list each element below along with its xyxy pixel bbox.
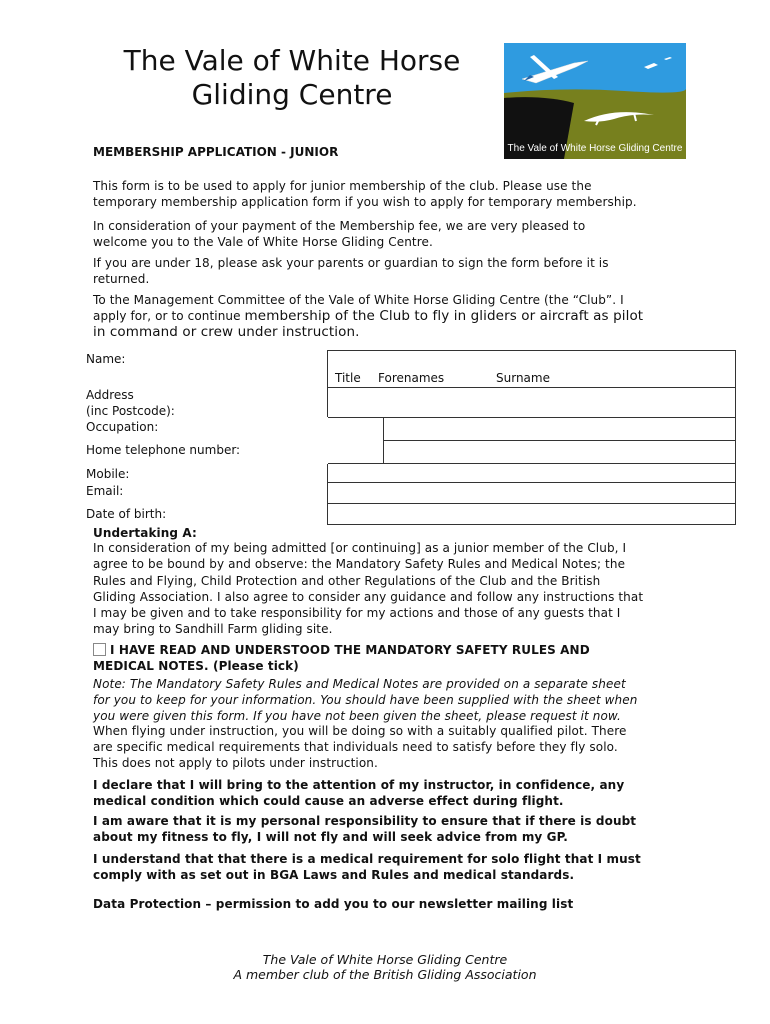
- instruction-line: are specific medical requirements that individuals need to satisfy before they fly solo.: [93, 740, 618, 754]
- instruction-text: [93, 723, 693, 771]
- logo-caption: The Vale of White Horse Gliding Centre: [507, 143, 683, 154]
- intro4-line2a: apply for, or to continue: [93, 309, 241, 323]
- intro1-line1: This form is to be used to apply for junior membership of the club. Please use the: [93, 179, 592, 193]
- address-field[interactable]: [327, 387, 736, 418]
- intro2-line1: In consideration of your payment of the Membership fee, we are very pleased to: [93, 219, 586, 233]
- intro2-line2: welcome you to the Vale of White Horse Gliding Centre.: [93, 235, 433, 249]
- intro-paragraph-4: [93, 292, 703, 340]
- surname-column-label: Surname: [496, 371, 550, 385]
- address-label-line2: (inc Postcode):: [86, 404, 175, 418]
- occupation-divider: [383, 417, 384, 464]
- mobile-label: Mobile:: [86, 467, 130, 481]
- undertaking-line: I may be given and to take responsibility for my actions and those of any guests that I: [93, 606, 621, 621]
- occupation-label: Occupation:: [86, 420, 159, 434]
- glider-logo-image: [504, 43, 686, 159]
- address-label: [86, 387, 175, 419]
- form-heading: MEMBERSHIP APPLICATION - JUNIOR: [93, 145, 339, 159]
- address-label-line1: Address: [86, 388, 134, 402]
- note-line: you were given this form. If you have not been given the sheet, please request it now.: [93, 709, 621, 723]
- intro-paragraph-3: [93, 255, 693, 287]
- home-phone-field[interactable]: [383, 440, 736, 464]
- instruction-line: This does not apply to pilots under instruction.: [93, 756, 378, 770]
- understand-statement: [93, 851, 693, 883]
- undertaking-line: Gliding Association. I also agree to consider any guidance and follow any instructions that: [93, 589, 644, 604]
- email-field[interactable]: [327, 482, 736, 504]
- undertaking-line: Rules and Flying, Child Protection and other Regulations of the Club and the British: [93, 573, 601, 588]
- intro-paragraph-1: [93, 178, 693, 210]
- intro4-line2b: membership of the Club to fly in gliders or aircraft as pilot: [244, 308, 644, 324]
- footer: [0, 952, 770, 982]
- title-column-label: Title: [335, 371, 361, 385]
- undertaking-heading: Undertaking A:: [93, 526, 197, 540]
- page-title: [96, 44, 488, 112]
- intro3-line1: If you are under 18, please ask your parents or guardian to sign the form before it is: [93, 256, 609, 270]
- note-text: [93, 676, 703, 724]
- safety-rules-checkbox[interactable]: [93, 643, 106, 656]
- intro4-line1: To the Management Committee of the Vale of White Horse Gliding Centre (the “Club”. I: [93, 293, 624, 307]
- club-logo: [504, 43, 686, 159]
- aware-line: about my fitness to fly, I will not fly and will seek advice from my GP.: [93, 830, 568, 844]
- left-gap: [327, 417, 328, 464]
- instruction-line: When flying under instruction, you will be doing so with a suitably qualified pilot. There: [93, 724, 627, 738]
- undertaking-line: In consideration of my being admitted [or continuing] as a junior member of the Club, I: [93, 541, 627, 555]
- undertaking-text: [93, 540, 703, 638]
- undertaking-line: may bring to Sandhill Farm gliding site.: [93, 622, 333, 637]
- email-label: Email:: [86, 484, 124, 498]
- tick-statement-line2: MEDICAL NOTES. (Please tick): [93, 659, 299, 673]
- declare-line: medical condition which could cause an adverse effect during flight.: [93, 794, 564, 808]
- name-field[interactable]: [327, 350, 736, 388]
- declare-line: I declare that I will bring to the attention of my instructor, in confidence, any: [93, 778, 625, 792]
- title-line-2: Gliding Centre: [191, 78, 393, 111]
- tick-line1-text: I HAVE READ AND UNDERSTOOD THE MANDATORY SAFETY RULES AND: [110, 643, 590, 657]
- note-line: for you to keep for your information. You should have been supplied with the sheet when: [93, 693, 638, 707]
- undertaking-line: agree to be bound by and observe: the Mandatory Safety Rules and Medical Notes; the: [93, 557, 626, 572]
- aware-statement: [93, 813, 693, 845]
- name-label: Name:: [86, 352, 126, 366]
- home-phone-label: Home telephone number:: [86, 443, 241, 457]
- footer-line2: A member club of the British Gliding Association: [233, 967, 537, 982]
- intro3-line2: returned.: [93, 272, 150, 286]
- dob-field[interactable]: [327, 503, 736, 525]
- title-line-1: The Vale of White Horse: [123, 44, 461, 77]
- tick-statement: [93, 642, 693, 674]
- declare-statement: [93, 777, 693, 809]
- understand-line: I understand that that there is a medical requirement for solo flight that I must: [93, 852, 641, 866]
- intro4-line3: in command or crew under instruction.: [93, 324, 360, 340]
- aware-line: I am aware that it is my personal responsibility to ensure that if there is doubt: [93, 814, 637, 828]
- intro4-line2: [93, 308, 703, 324]
- mobile-field[interactable]: [327, 463, 736, 483]
- data-protection-heading: Data Protection – permission to add you to our newsletter mailing list: [93, 897, 574, 911]
- occupation-field[interactable]: [383, 417, 736, 441]
- footer-line1: The Vale of White Horse Gliding Centre: [262, 952, 508, 967]
- forenames-column-label: Forenames: [378, 371, 445, 385]
- tick-statement-line1: [93, 642, 693, 658]
- intro-paragraph-2: [93, 218, 693, 250]
- understand-line: comply with as set out in BGA Laws and Rules and medical standards.: [93, 868, 575, 882]
- note-line: Note: The Mandatory Safety Rules and Medical Notes are provided on a separate sheet: [93, 677, 626, 691]
- dob-label: Date of birth:: [86, 507, 167, 521]
- intro1-line2: temporary membership application form if you wish to apply for temporary membership.: [93, 195, 637, 209]
